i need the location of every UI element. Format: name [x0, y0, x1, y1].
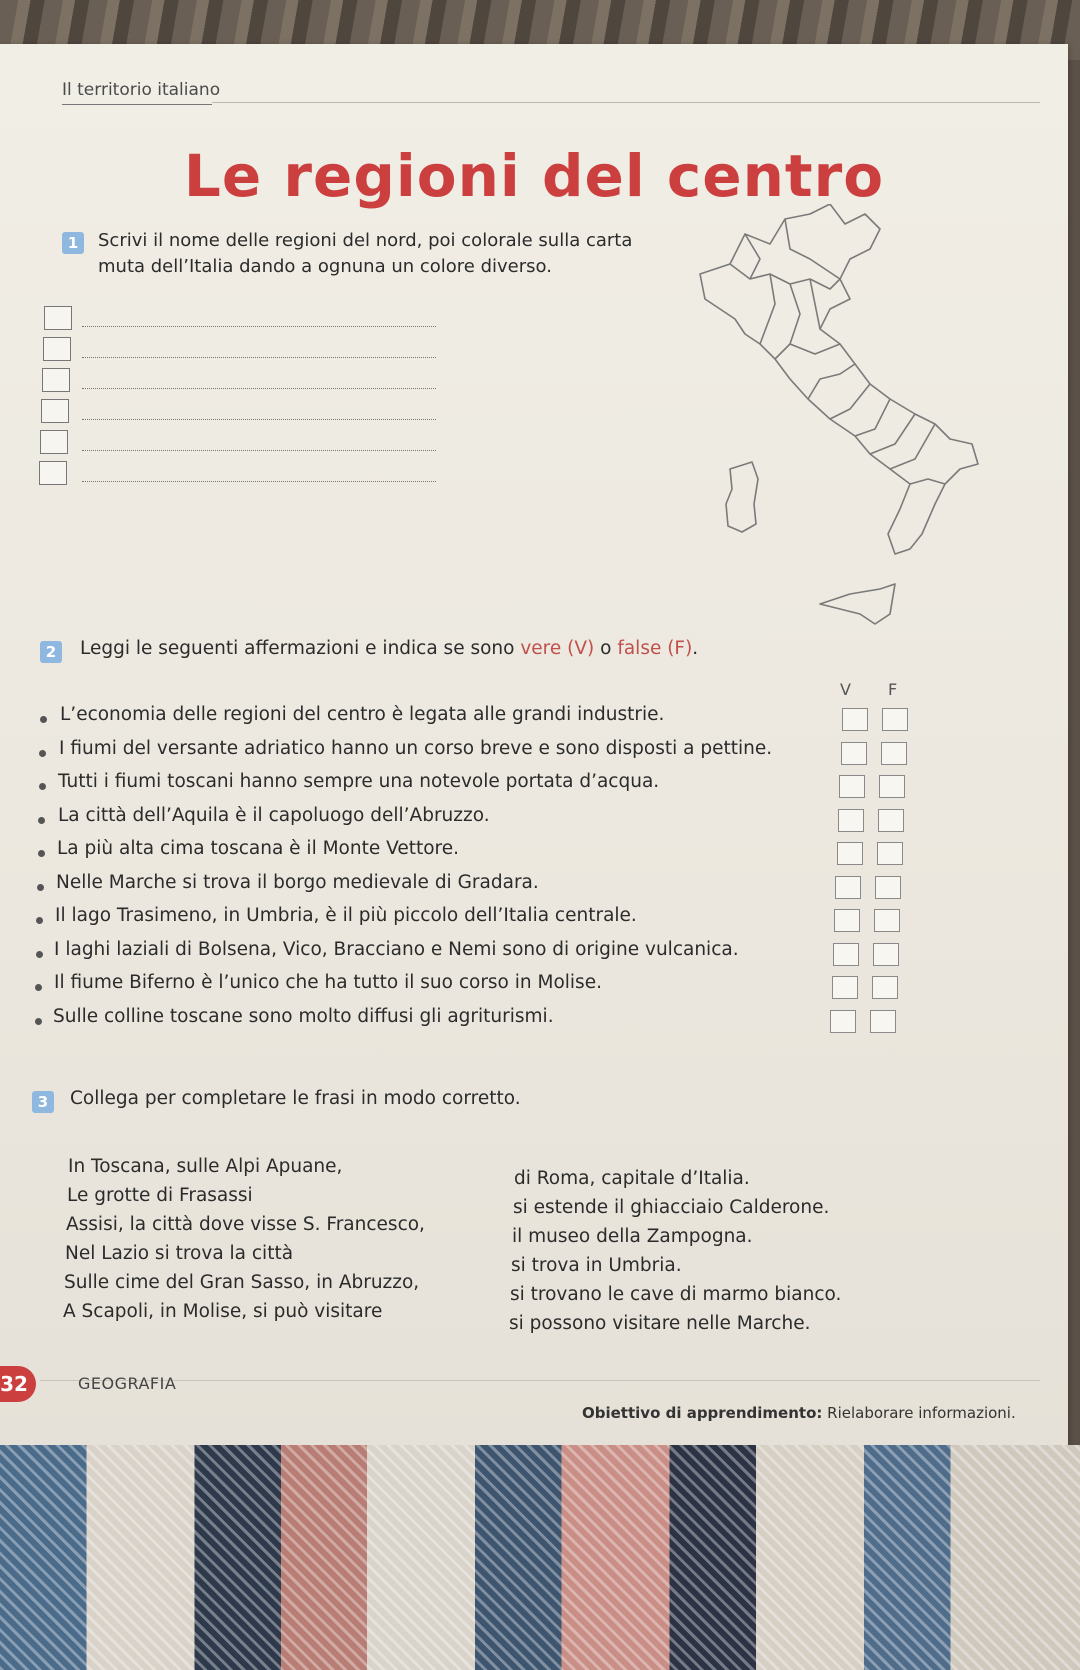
matching-right-item[interactable]: il museo della Zampogna. — [512, 1226, 753, 1247]
instruction-text: Leggi le seguenti affermazioni e indica se sono — [80, 638, 521, 659]
bullet-icon — [36, 951, 43, 958]
statement: Sulle colline toscane sono molto diffusi gli agriturismi. — [53, 1005, 554, 1027]
italy-map-icon — [690, 204, 1030, 654]
statement: Nelle Marche si trova il borgo medievale di Gradara. — [56, 871, 539, 893]
true-checkbox[interactable] — [839, 775, 865, 798]
exercise-1-badge: 1 — [62, 232, 84, 254]
false-checkbox[interactable] — [882, 708, 908, 731]
region-name-line[interactable] — [82, 388, 436, 389]
region-checkbox[interactable] — [44, 306, 72, 330]
matching-right-item[interactable]: si estende il ghiacciaio Calderone. — [513, 1197, 830, 1218]
true-checkbox[interactable] — [832, 976, 858, 999]
exercise-3-instruction: Collega per completare le frasi in modo corretto. — [70, 1088, 521, 1109]
true-checkbox[interactable] — [833, 943, 859, 966]
false-checkbox[interactable] — [873, 943, 899, 966]
bullet-icon — [39, 783, 46, 790]
statement: La più alta cima toscana è il Monte Vettore. — [57, 838, 460, 859]
false-checkbox[interactable] — [874, 909, 900, 932]
true-checkbox[interactable] — [841, 742, 867, 765]
false-checkbox[interactable] — [870, 1010, 896, 1033]
header-rule-dark — [62, 104, 212, 105]
false-checkbox[interactable] — [877, 842, 903, 865]
false-checkbox[interactable] — [878, 809, 904, 832]
true-checkbox[interactable] — [837, 842, 863, 865]
region-checkbox[interactable] — [39, 461, 67, 485]
bullet-icon — [35, 984, 42, 991]
instruction-vere: vere (V) — [520, 638, 595, 659]
false-checkbox[interactable] — [879, 775, 905, 798]
exercise-2-badge: 2 — [40, 641, 62, 663]
matching-left-item[interactable]: Nel Lazio si trova la città — [65, 1243, 294, 1264]
region-checkbox[interactable] — [41, 399, 69, 423]
false-checkbox[interactable] — [881, 742, 907, 765]
bullet-icon — [38, 850, 45, 857]
exercise-1-line-1: Scrivi il nome delle regioni del nord, poi colorale sulla carta — [98, 230, 633, 251]
region-name-line[interactable] — [82, 357, 436, 358]
region-name-line[interactable] — [82, 450, 436, 451]
matching-left-item[interactable]: In Toscana, sulle Alpi Apuane, — [68, 1156, 343, 1177]
region-checkbox[interactable] — [43, 337, 71, 361]
true-checkbox[interactable] — [838, 809, 864, 832]
exercise-2-instruction — [80, 636, 698, 662]
matching-right-item[interactable]: di Roma, capitale d’Italia. — [514, 1168, 750, 1189]
bullet-icon — [35, 1018, 42, 1025]
instruction-or: o — [594, 638, 618, 659]
header-rule — [212, 102, 1040, 103]
column-header-v: V — [840, 680, 851, 699]
instruction-false: false (F) — [617, 638, 693, 659]
statement: Tutti i fiumi toscani hanno sempre una notevole portata d’acqua. — [58, 771, 660, 792]
learning-objective — [582, 1404, 1016, 1422]
page-title: Le regioni del centro — [183, 142, 885, 210]
exercise-1-line-2: muta dell’Italia dando a ognuna un colore diverso. — [98, 256, 552, 277]
statement: La città dell’Aquila è il capoluogo dell’Abruzzo. — [58, 804, 490, 826]
matching-left-item[interactable]: Sulle cime del Gran Sasso, in Abruzzo, — [64, 1272, 420, 1293]
bullet-icon — [39, 750, 46, 757]
workbook-page — [0, 44, 1068, 1448]
bullet-icon — [40, 716, 47, 723]
objective-label: Obiettivo di apprendimento: — [582, 1404, 823, 1422]
page-number: 32 — [0, 1366, 36, 1402]
statement: L’economia delle regioni del centro è legata alle grandi industrie. — [60, 704, 665, 725]
region-name-line[interactable] — [82, 481, 436, 482]
false-checkbox[interactable] — [875, 876, 901, 899]
true-checkbox[interactable] — [835, 876, 861, 899]
matching-right-item[interactable]: si possono visitare nelle Marche. — [509, 1313, 811, 1334]
statement: I laghi laziali di Bolsena, Vico, Bracciano e Nemi sono di origine vulcanica. — [54, 938, 739, 960]
statement: Il fiume Biferno è l’unico che ha tutto il suo corso in Molise. — [54, 972, 602, 993]
bullet-icon — [36, 917, 43, 924]
matching-right-item[interactable]: si trova in Umbria. — [511, 1255, 682, 1276]
region-checkbox[interactable] — [40, 430, 68, 454]
region-name-line[interactable] — [82, 419, 436, 420]
matching-right-item[interactable]: si trovano le cave di marmo bianco. — [510, 1284, 842, 1305]
subject-label: GEOGRAFIA — [78, 1374, 177, 1393]
true-checkbox[interactable] — [834, 909, 860, 932]
true-checkbox[interactable] — [842, 708, 868, 731]
exercise-3-badge: 3 — [32, 1091, 54, 1113]
matching-left-item[interactable]: Le grotte di Frasassi — [67, 1185, 253, 1206]
background-bottom — [0, 1445, 1080, 1670]
column-header-f: F — [888, 680, 898, 699]
true-checkbox[interactable] — [830, 1010, 856, 1033]
bullet-icon — [38, 817, 45, 824]
objective-text: Rielaborare informazioni. — [827, 1404, 1016, 1422]
instruction-end: . — [692, 638, 699, 659]
section-label: Il territorio italiano — [62, 80, 221, 100]
statement: Il lago Trasimeno, in Umbria, è il più piccolo dell’Italia centrale. — [55, 905, 637, 926]
footer-rule — [40, 1380, 1040, 1381]
matching-left-item[interactable]: Assisi, la città dove visse S. Francesco, — [66, 1214, 425, 1235]
false-checkbox[interactable] — [872, 976, 898, 999]
region-checkbox[interactable] — [42, 368, 70, 392]
bullet-icon — [37, 884, 44, 891]
region-name-line[interactable] — [82, 326, 436, 327]
matching-left-item[interactable]: A Scapoli, in Molise, si può visitare — [63, 1301, 383, 1322]
statement: I fiumi del versante adriatico hanno un corso breve e sono disposti a pettine. — [59, 737, 773, 759]
